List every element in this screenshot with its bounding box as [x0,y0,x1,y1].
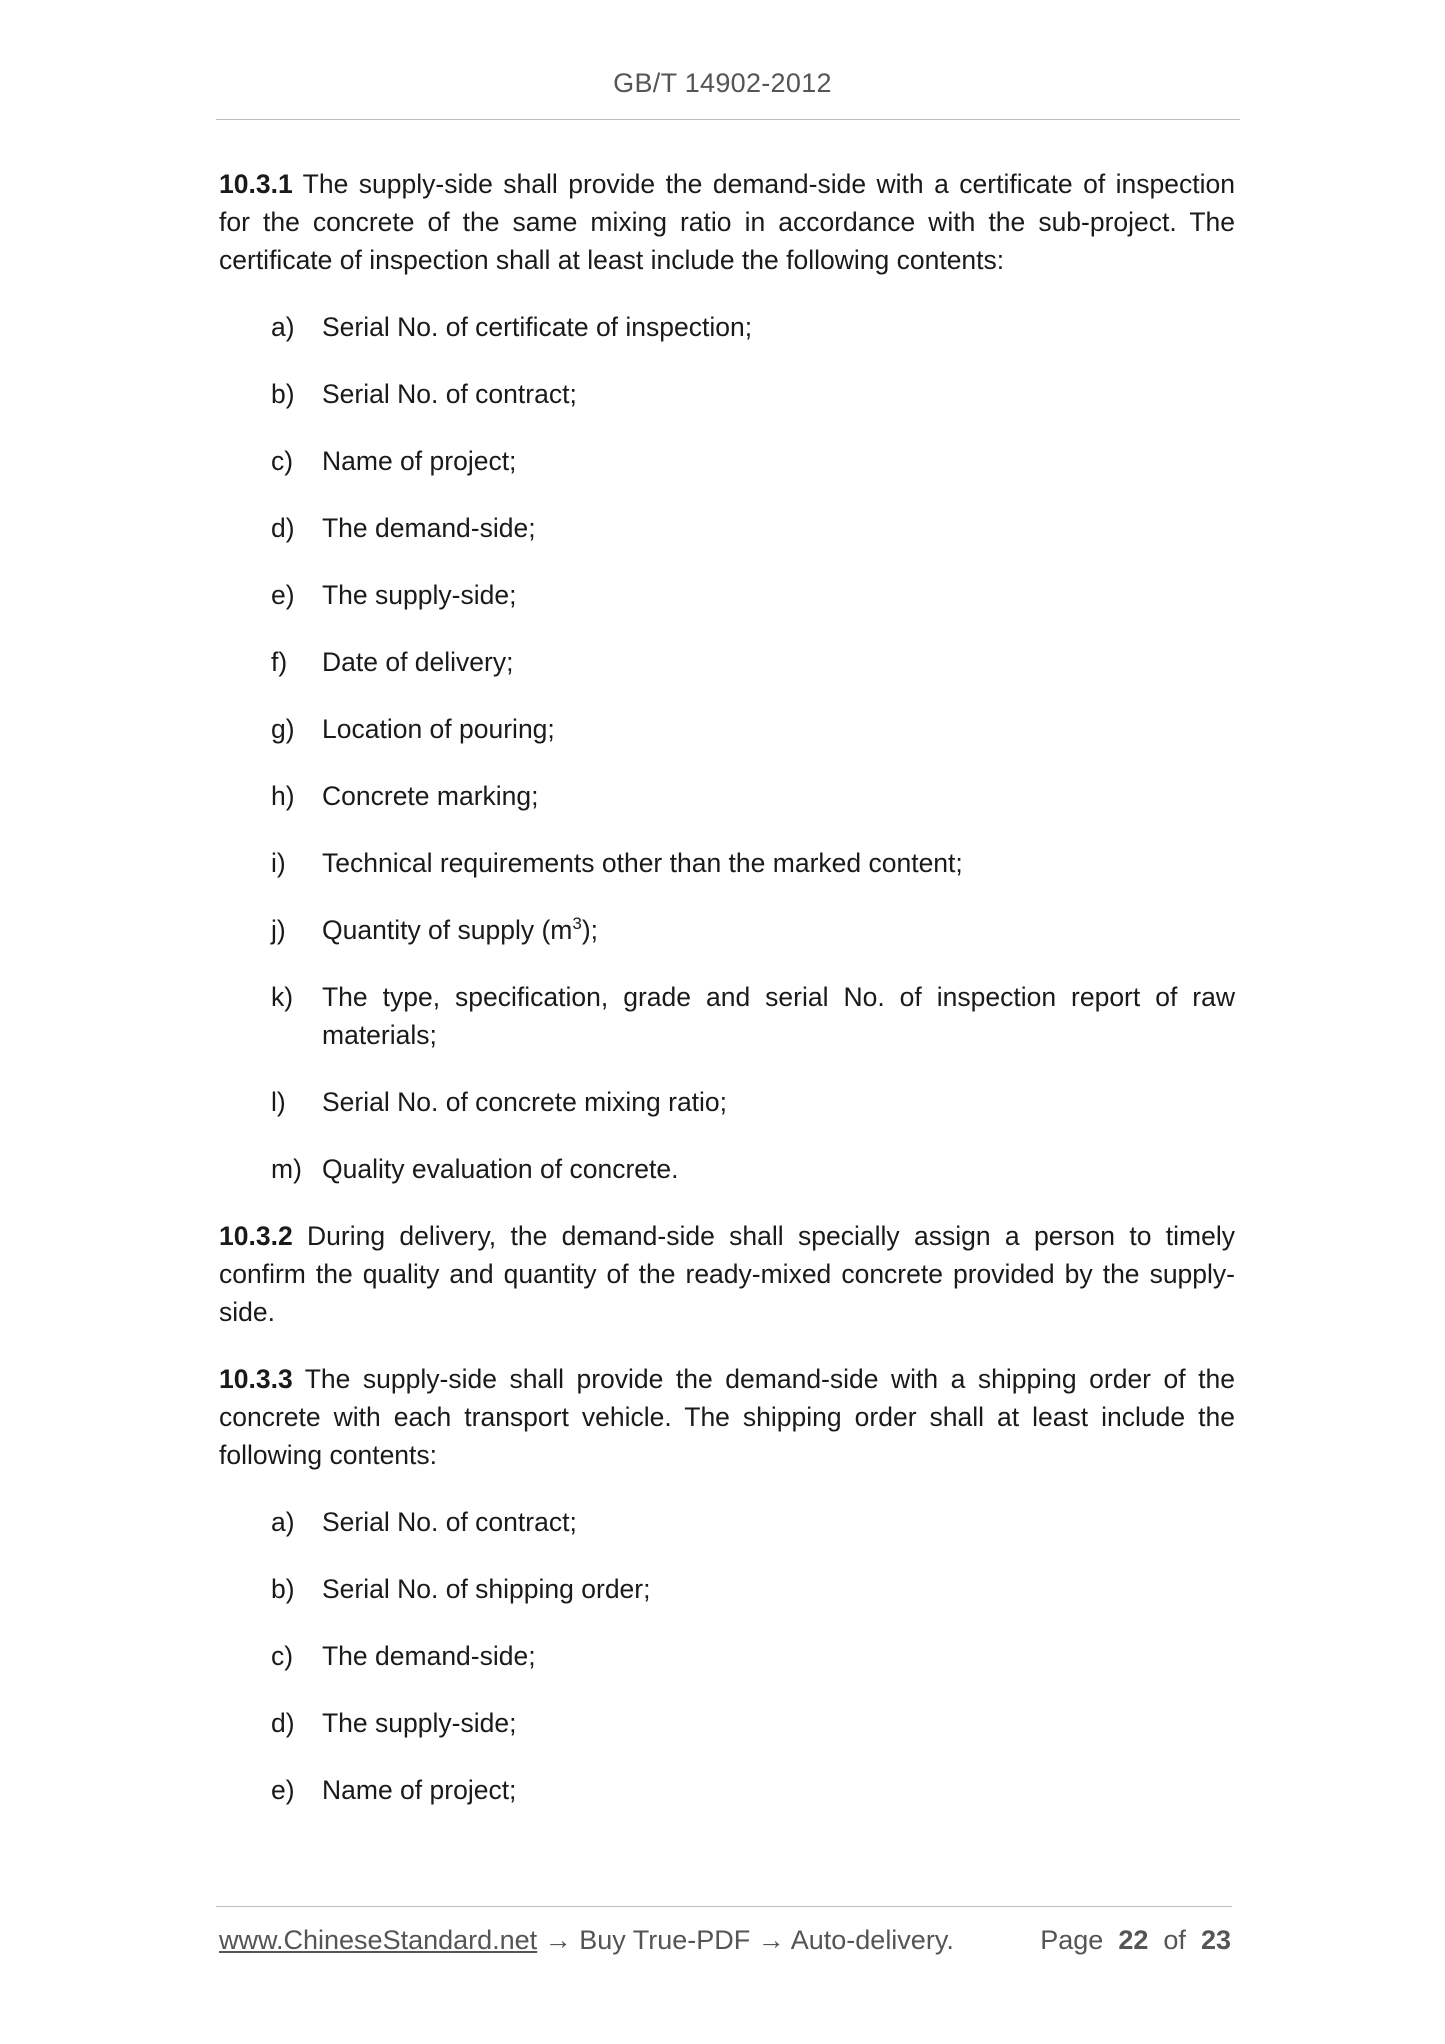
list-item-text [322,911,1235,949]
list-item [271,308,1235,346]
page-content [219,165,1235,1838]
shipping-order-contents-list [219,1503,1235,1809]
list-item-text: Location of pouring; [322,714,555,744]
list-item [271,509,1235,547]
list-marker: f) [271,647,288,677]
list-item-text: Quality evaluation of concrete. [322,1154,679,1184]
list-item [271,1150,1235,1188]
list-marker: c) [271,1641,294,1671]
list-marker: e) [271,1775,295,1805]
list-marker: k) [271,982,294,1012]
list-marker: c) [271,446,294,476]
page-indicator [1040,1925,1231,1956]
list-item [271,1704,1235,1742]
list-item [271,1771,1235,1809]
list-marker: a) [271,1507,295,1537]
list-item-text: Serial No. of shipping order; [322,1574,651,1604]
clause-number: 10.3.2 [219,1221,293,1251]
list-item-text: The demand-side; [322,513,536,543]
clause-10-3-3 [219,1360,1235,1474]
cubic-superscript: 3 [572,914,582,934]
clause-text: During delivery, the demand-side shall specially assign a person to timely confirm the quality and quantity of the ready-mixed concrete provided by the supply-side. [219,1221,1235,1327]
list-item [271,978,1235,1054]
list-item-text: Name of project; [322,1775,517,1805]
list-item [271,1637,1235,1675]
list-item [271,576,1235,614]
header-divider [216,119,1240,120]
document-code-header: GB/T 14902-2012 [613,68,832,98]
list-item [271,844,1235,882]
quantity-text-end: ); [581,915,599,945]
current-page-number: 22 [1118,1925,1149,1955]
list-item [271,1083,1235,1121]
list-marker: l) [271,1087,286,1117]
list-marker: h) [271,781,295,811]
list-marker: g) [271,714,295,744]
website-link[interactable]: www.ChineseStandard.net [219,1925,538,1955]
list-item-text: Serial No. of concrete mixing ratio; [322,1087,728,1117]
list-item-text: Serial No. of contract; [322,1507,577,1537]
list-item [271,710,1235,748]
certificate-contents-list [219,308,1235,1188]
list-marker: b) [271,379,295,409]
list-item-text: Technical requirements other than the marked content; [322,848,963,878]
list-marker: e) [271,580,295,610]
total-pages-number: 23 [1200,1925,1231,1955]
clause-10-3-2 [219,1217,1235,1331]
list-item [271,442,1235,480]
clause-10-3-1 [219,165,1235,279]
list-item [271,643,1235,681]
list-item [271,777,1235,815]
page-label: Page [1040,1925,1104,1955]
list-marker: b) [271,1574,295,1604]
list-item-text: Concrete marking; [322,781,539,811]
list-marker: i) [271,848,286,878]
clause-text: The supply-side shall provide the demand-side with a shipping order of the concrete with each transport vehicle. The shipping order shall at least include the following contents: [219,1364,1235,1470]
list-item-text: The supply-side; [322,580,517,610]
list-item-text: The demand-side; [322,1641,536,1671]
of-label: of [1163,1925,1186,1955]
list-item-text: Serial No. of contract; [322,379,577,409]
list-item [271,1570,1235,1608]
list-item [271,375,1235,413]
footer-tagline: → Buy True-PDF → Auto-delivery. [537,1925,954,1955]
list-marker: j) [271,915,286,945]
list-item [271,1503,1235,1541]
list-marker: a) [271,312,295,342]
list-item-text: The supply-side; [322,1708,517,1738]
list-item-text: The type, specification, grade and serial No. of inspection report of raw materials; [322,982,1235,1050]
clause-number: 10.3.3 [219,1364,293,1394]
clause-number: 10.3.1 [219,169,293,199]
footer-divider [216,1906,1232,1907]
quantity-text: Quantity of supply (m [322,915,573,945]
list-item-text: Date of delivery; [322,647,514,677]
list-marker: d) [271,513,295,543]
list-marker: d) [271,1708,295,1738]
list-item [271,911,1235,949]
list-marker: m) [271,1154,302,1184]
footer-promo [219,1925,954,1956]
list-item-text: Name of project; [322,446,517,476]
clause-text: The supply-side shall provide the demand-side with a certificate of inspection for the concrete of the same mixing ratio in accordance with the sub-project. The certificate of inspection shall at least include the following contents: [219,169,1235,275]
list-item-text: Serial No. of certificate of inspection; [322,312,753,342]
